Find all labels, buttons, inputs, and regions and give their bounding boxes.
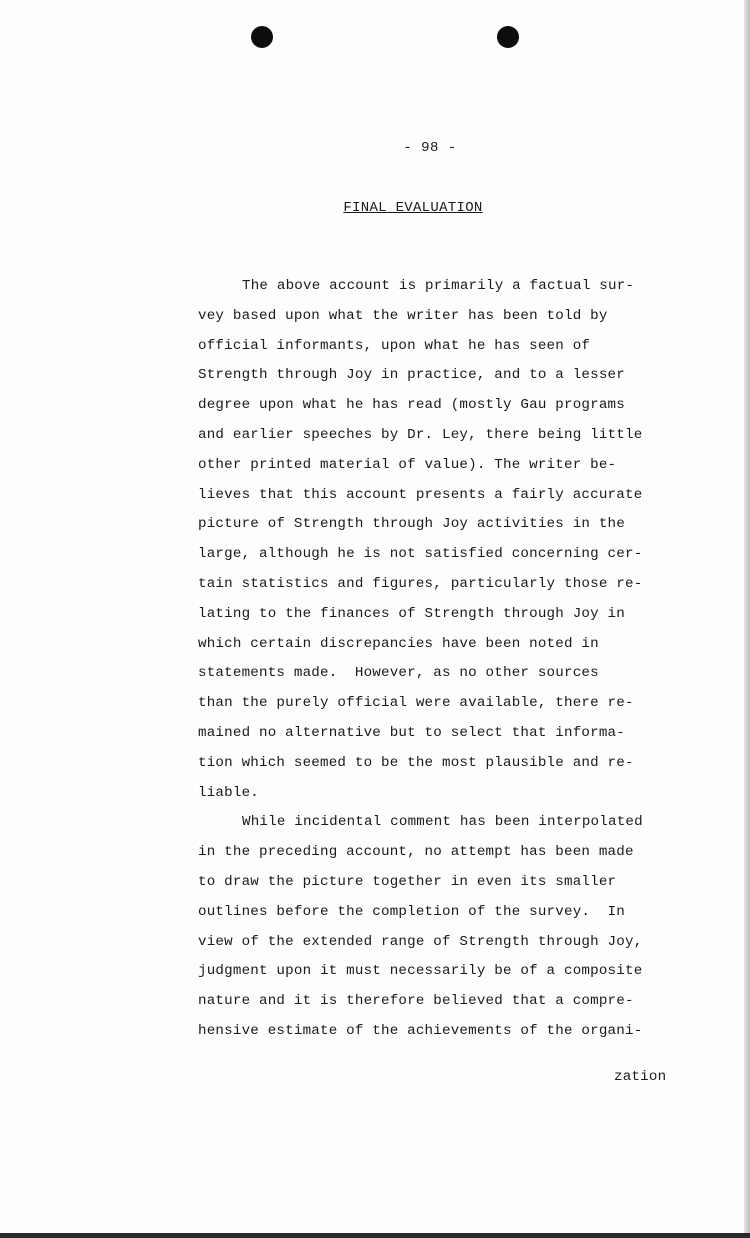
text-line: in the preceding account, no attempt has been made <box>198 844 634 861</box>
text-line: and earlier speeches by Dr. Ley, there being little <box>198 426 643 443</box>
text-line: view of the extended range of Strength through Joy, <box>198 933 643 950</box>
text-line: liable. <box>198 784 259 801</box>
text-line: tion which seemed to be the most plausible and re- <box>198 754 634 771</box>
text-line: which certain discrepancies have been noted in <box>198 635 599 652</box>
text-line: large, although he is not satisfied concerning cer- <box>198 546 643 563</box>
paragraph-1 <box>198 272 668 808</box>
text-line: to draw the picture together in even its smaller <box>198 873 617 890</box>
text-line: Strength through Joy in practice, and to a lesser <box>198 367 625 384</box>
punch-hole-left <box>251 26 273 48</box>
text-line: tain statistics and figures, particularly those re- <box>198 575 643 592</box>
text-line: picture of Strength through Joy activities in the <box>198 516 625 533</box>
text-line: judgment upon it must necessarily be of a composite <box>198 963 643 980</box>
paragraph-2 <box>198 808 668 1046</box>
text-line: other printed material of value). The writer be- <box>198 456 617 473</box>
text-line: lieves that this account presents a fairly accurate <box>198 486 643 503</box>
punch-hole-right <box>497 26 519 48</box>
text-line: outlines before the completion of the survey. In <box>198 903 625 920</box>
text-line: The above account is primarily a factual sur- <box>242 278 635 294</box>
text-line: official informants, upon what he has seen of <box>198 337 591 354</box>
text-line: lating to the finances of Strength through Joy in <box>198 605 625 622</box>
body-text <box>198 272 668 1047</box>
text-line: hensive estimate of the achievements of the organi- <box>198 1022 643 1039</box>
catchword: zation <box>614 1069 667 1085</box>
text-line: nature and it is therefore believed that a compre- <box>198 993 634 1010</box>
page-number: - 98 - <box>403 140 457 156</box>
text-line: statements made. However, as no other sources <box>198 665 599 682</box>
text-line: While incidental comment has been interpolated <box>242 814 643 831</box>
scan-edge-bottom <box>0 1233 750 1238</box>
scan-edge-right <box>744 0 750 1238</box>
text-line: vey based upon what the writer has been told by <box>198 307 608 324</box>
text-line: degree upon what he has read (mostly Gau programs <box>198 397 625 414</box>
text-line: mained no alternative but to select that informa- <box>198 724 625 741</box>
text-line: than the purely official were available, there re- <box>198 695 634 712</box>
page-heading: FINAL EVALUATION <box>343 200 483 216</box>
